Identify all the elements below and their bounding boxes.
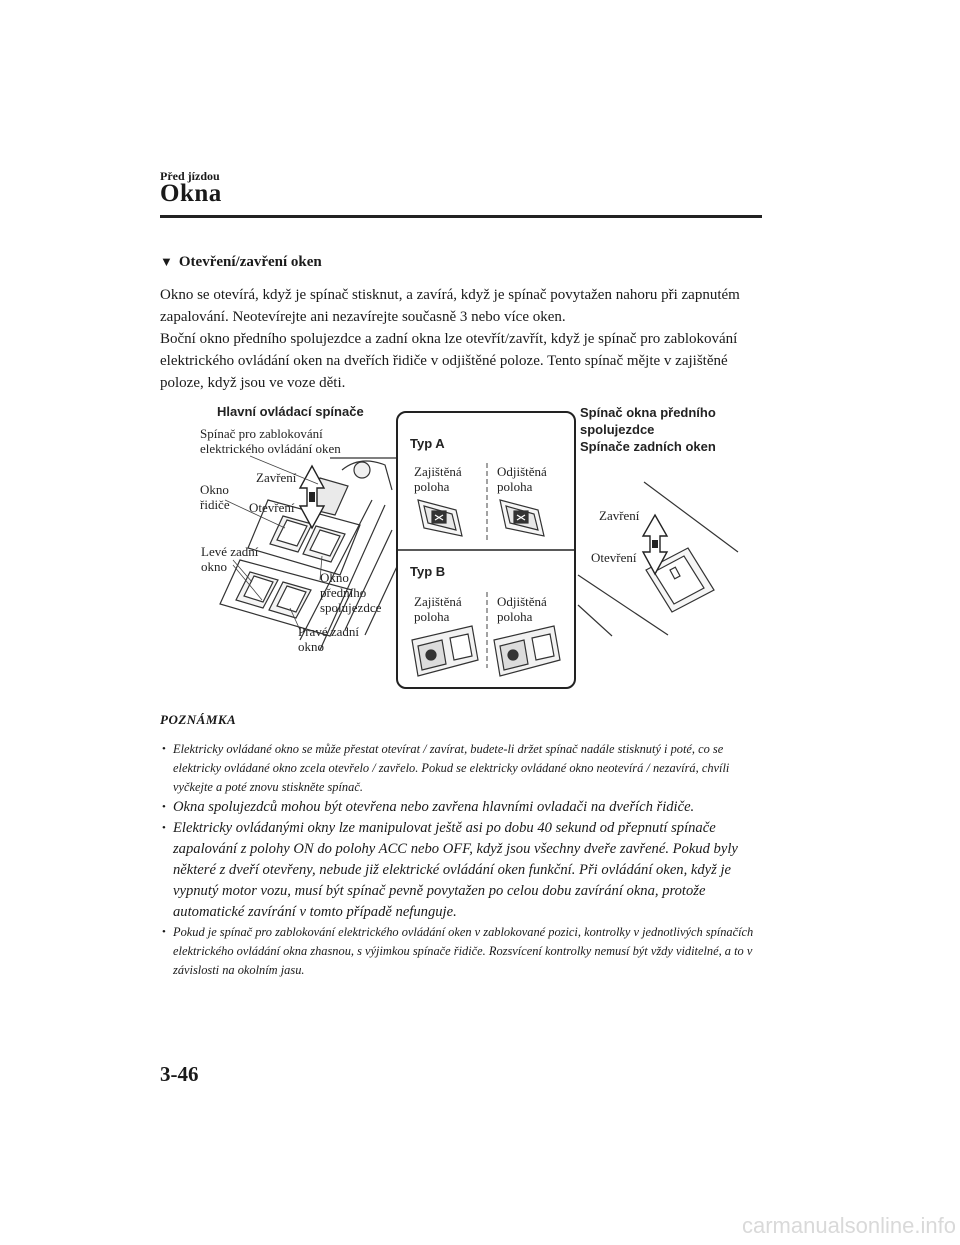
label-front-passenger [320, 570, 381, 615]
triangle-marker-icon: ▼ [160, 254, 173, 269]
label-driver-window-line2: řidiče [200, 497, 230, 512]
note-item: • Elektricky ovládanými okny lze manipulovat ještě asi po dobu 40 sekund od přepnutí spínače zapalování z polohy ON do polohy ACC nebo OFF, když jsou všechny dveře zavřené. Pokud byly některé z dveří otevřeny, nebude již elektrické ovládání oken funkční. Při ovládání oken, když je vypnutý motor vozu, musí být spínač pevně povytažen po celou dobu zavírání okna, protože automatické zavírání v tomto případě nefunguje. [160, 818, 770, 923]
section-label: Před jízdou [160, 169, 220, 183]
label-lock-switch-line2: elektrického ovládání oken [200, 441, 341, 456]
label-rear-switches: Spínače zadních oken [580, 439, 716, 454]
sub-heading-text: Otevření/zavření oken [178, 254, 322, 270]
label-rear-right-line1: Pravé zadní [298, 624, 360, 639]
label-close: Zavření [256, 470, 297, 485]
note-list [160, 740, 770, 980]
label-front-passenger-line3: spolujezdce [320, 600, 382, 615]
watermark: carmanualsonline.info [741, 1213, 956, 1238]
label-type-a-locked-line1: Zajištěná [414, 464, 462, 479]
label-front-passenger-line2: předního [320, 585, 367, 600]
label-main-switches: Hlavní ovládací spínače [217, 404, 364, 419]
label-type-b-unlocked [497, 594, 547, 624]
title-rule [160, 215, 762, 218]
label-front-passenger-line1: Okno [320, 570, 349, 585]
label-type-b-unlocked-line2: poloha [497, 609, 533, 624]
label-type-a-unlocked-line2: poloha [497, 479, 533, 494]
label-type-a-locked [414, 464, 462, 494]
label-close-right: Zavření [599, 508, 640, 523]
note-item: • Elektricky ovládané okno se může přestat otevírat / zavírat, budete-li držet spínač nadále stisknutý i poté, co se elektricky ovládané okno zcela otevřelo / zavřelo. Pokud se elektricky ovládané okno neotevírá / nezavírá, chvíli vyčkejte a poté znovu stiskněte spínač. [160, 740, 770, 797]
label-driver-window-line1: Okno [200, 482, 229, 497]
label-type-b-locked [414, 594, 462, 624]
label-lock-switch-line1: Spínač pro zablokování [200, 426, 323, 441]
label-passenger-switch-line2: spolujezdce [580, 422, 655, 437]
label-rear-right [298, 624, 359, 654]
label-type-b: Typ B [410, 564, 446, 579]
label-type-a-unlocked [497, 464, 547, 494]
label-passenger-rear-switches [580, 404, 716, 455]
label-passenger-switch-line1: Spínač okna předního [580, 405, 716, 420]
body-text [160, 284, 770, 394]
label-rear-left [201, 544, 258, 574]
label-type-a-unlocked-line1: Odjištěná [497, 464, 547, 479]
label-type-b-locked-line2: poloha [414, 609, 450, 624]
label-driver-window [200, 482, 230, 512]
label-type-a: Typ A [410, 436, 445, 451]
label-open-right: Otevření [591, 550, 637, 565]
window-switch-figure [185, 392, 755, 697]
label-type-b-locked-line1: Zajištěná [414, 594, 462, 609]
body-paragraph-2: Boční okno předního spolujezdce a zadní okna lze otevřít/zavřít, když je spínač pro zablokování elektrického ovládání oken na dveřích řidiče v odjištěné poloze. Tento spínač mějte v zajištěné poloze, když jsou ve voze děti. [160, 331, 738, 391]
label-type-b-unlocked-line1: Odjištěná [497, 594, 547, 609]
label-open: Otevření [249, 500, 295, 515]
note-item: • Okna spolujezdců mohou být otevřena nebo zavřena hlavními ovladači na dveřích řidiče. [160, 797, 770, 818]
page-title: Okna [160, 180, 222, 207]
note-title: POZNÁMKA [160, 712, 237, 727]
label-type-a-locked-line2: poloha [414, 479, 450, 494]
page-number: 3-46 [160, 1062, 199, 1086]
note-item: • Pokud je spínač pro zablokování elektrického ovládání oken v zablokované pozici, kontrolky v jednotlivých spínačích elektrického ovládání okna zhasnou, s výjimkou spínače řidiče. Rozsvícení kontrolky nemusí být vždy viditelné, a to v závislosti na okolním jasu. [160, 923, 770, 980]
body-paragraph-1: Okno se otevírá, když je spínač stisknut, a zavírá, když je spínač povytažen nahoru při zapnutém zapalování. Neotevírejte ani nezavírejte současně 3 nebo více oken. [160, 287, 740, 325]
label-rear-left-line2: okno [201, 559, 227, 574]
sub-heading [160, 254, 322, 271]
label-rear-right-line2: okno [298, 639, 324, 654]
label-rear-left-line1: Levé zadní [201, 544, 259, 559]
label-lock-switch [200, 426, 341, 456]
